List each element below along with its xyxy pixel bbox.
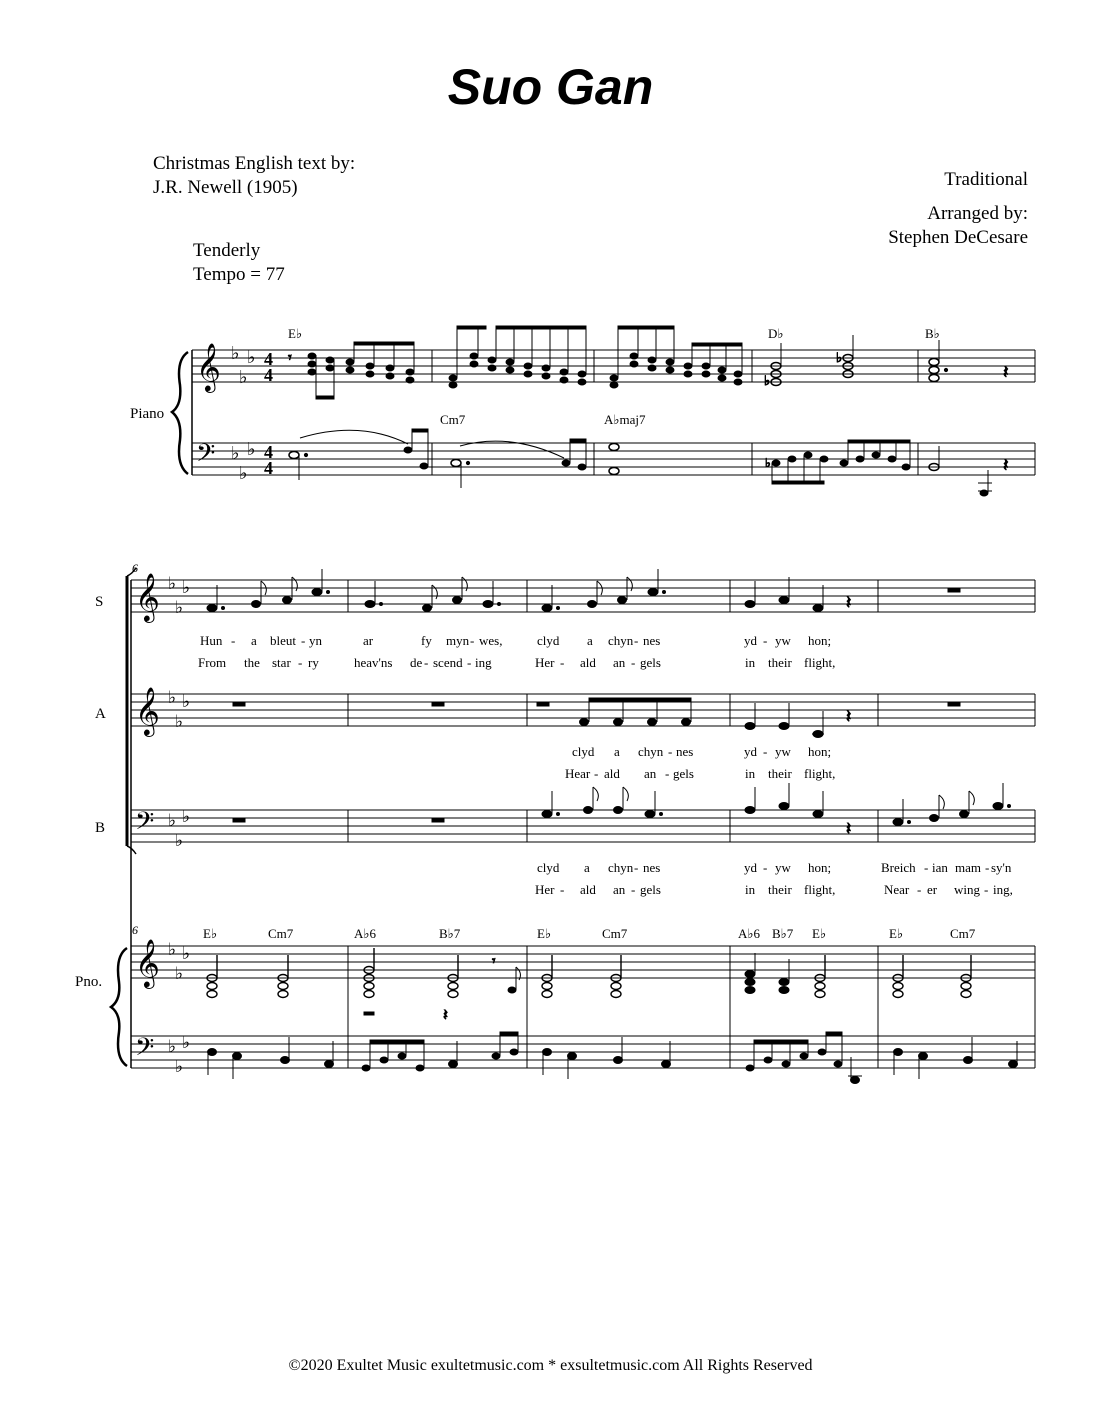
lyric-syllable: heav'ns: [354, 655, 393, 670]
lyric-syllable: ald: [580, 655, 596, 670]
lyric-syllable: From: [198, 655, 227, 670]
treble-clef-icon: 𝄞: [135, 686, 160, 735]
lyric-syllable: Hun: [200, 633, 223, 648]
lyric-syllable: a: [584, 860, 590, 875]
lyric-syllable: sy'n: [991, 860, 1012, 875]
lyric-syllable: clyd: [537, 860, 560, 875]
lyric-syllable: -: [424, 655, 429, 670]
composer-credit: Traditional: [944, 169, 1028, 190]
tempo-value: Tempo = 77: [193, 264, 285, 285]
lyric-syllable: ry: [308, 655, 319, 670]
lyric-syllable: chyn: [608, 860, 634, 875]
tempo-expression: Tenderly: [193, 240, 261, 261]
soprano-notes: [207, 569, 960, 612]
measure-number: 6: [132, 561, 138, 575]
lyric-syllable: the: [244, 655, 260, 670]
bass-lyrics-verse-2: [535, 882, 1013, 897]
svg-text:♭: ♭: [239, 463, 248, 483]
lyric-syllable: ing: [475, 655, 492, 670]
treble-clef-icon: 𝄞: [135, 572, 160, 621]
chord-symbol: A♭maj7: [604, 412, 646, 427]
svg-text:♭: ♭: [182, 578, 191, 597]
svg-text:4: 4: [264, 442, 273, 462]
lyric-syllable: -: [560, 655, 565, 670]
lyric-syllable: fy: [421, 633, 432, 648]
lyric-syllable: gels: [640, 882, 661, 897]
lyric-syllable: -: [631, 655, 636, 670]
system1-treble-notes: [288, 326, 1009, 399]
svg-text:♭: ♭: [175, 831, 184, 850]
lyric-syllable: an: [613, 882, 626, 897]
lyric-syllable: myn: [446, 633, 470, 648]
lyric-syllable: Her: [535, 882, 555, 897]
lyric-syllable: in: [745, 655, 756, 670]
lyric-syllable: -: [763, 633, 768, 648]
svg-text:♭: ♭: [168, 1037, 177, 1056]
system2-piano-treble-filled: [364, 953, 789, 1024]
system-2-staves: [111, 568, 1035, 1068]
svg-text:4: 4: [264, 458, 273, 478]
copyright-footer: ©2020 Exultet Music exultetmusic.com * exsultetmusic.com All Rights Reserved: [288, 1357, 813, 1374]
lyric-syllable: their: [768, 655, 792, 670]
lyric-syllable: -: [631, 882, 636, 897]
lyric-syllable: Breich: [881, 860, 916, 875]
system1-bass-staff: [192, 443, 1035, 475]
alto-lyrics-verse-2: [565, 766, 835, 781]
lyricist-line-1: Christmas English text by:: [153, 153, 356, 174]
system2-piano-chords: [203, 926, 976, 941]
svg-text:♭: ♭: [168, 574, 177, 593]
lyric-syllable: -: [668, 744, 673, 759]
arranger-line-2: Stephen DeCesare: [888, 227, 1028, 248]
lyric-syllable: Her: [535, 655, 555, 670]
lyric-syllable: -: [917, 882, 922, 897]
svg-text:♭: ♭: [175, 712, 184, 731]
lyric-syllable: a: [587, 633, 593, 648]
svg-text:♭: ♭: [765, 456, 771, 470]
bass-clef-icon: 𝄢: [135, 807, 155, 842]
soprano-lyrics-verse-1: [200, 633, 831, 648]
svg-text:𝄽: 𝄽: [846, 819, 852, 838]
bass-clef-icon: 𝄢: [196, 439, 216, 474]
lyric-syllable: a: [614, 744, 620, 759]
svg-text:♭: ♭: [764, 373, 771, 388]
lyric-syllable: yd: [744, 744, 757, 759]
lyric-syllable: yd: [744, 860, 757, 875]
svg-text:𝄽: 𝄽: [1003, 362, 1009, 382]
measure-number: 6: [132, 923, 138, 937]
score-title: Suo Gan: [447, 59, 654, 115]
system1-key-signature: [231, 343, 256, 483]
treble-clef-icon: 𝄞: [196, 342, 221, 391]
lyric-syllable: -: [560, 882, 565, 897]
lyricist-line-2: J.R. Newell (1905): [153, 177, 298, 198]
lyric-syllable: -: [634, 860, 639, 875]
chord-symbol: E♭: [537, 926, 552, 941]
lyric-syllable: in: [745, 766, 756, 781]
lyric-syllable: -: [763, 744, 768, 759]
lyric-syllable: chyn: [608, 633, 634, 648]
lyric-syllable: bleut: [270, 633, 296, 648]
lyric-syllable: de: [410, 655, 423, 670]
lyric-syllable: nes: [676, 744, 694, 759]
lyric-syllable: -: [301, 633, 306, 648]
bass-lyrics-verse-1: [537, 860, 1012, 875]
lyric-syllable: an: [644, 766, 657, 781]
chord-symbol: D♭: [768, 326, 784, 341]
svg-text:♭: ♭: [175, 598, 184, 617]
lyric-syllable: ian: [932, 860, 948, 875]
lyric-syllable: clyd: [572, 744, 595, 759]
lyric-syllable: hon;: [808, 744, 832, 759]
svg-text:4: 4: [264, 349, 273, 369]
lyric-syllable: wing: [954, 882, 980, 897]
svg-text:♭: ♭: [168, 811, 177, 830]
lyric-syllable: gels: [640, 655, 661, 670]
lyric-syllable: flight,: [804, 766, 836, 781]
lyric-syllable: -: [924, 860, 929, 875]
svg-text:♭: ♭: [182, 944, 191, 963]
lyric-syllable: star: [272, 655, 291, 670]
svg-text:𝄽: 𝄽: [443, 1007, 448, 1024]
treble-clef-icon: 𝄞: [135, 938, 160, 987]
chord-symbol: Cm7: [268, 926, 294, 941]
chord-symbol: Cm7: [440, 412, 466, 427]
lyric-syllable: wes,: [479, 633, 503, 648]
chord-symbol: B♭: [925, 326, 940, 341]
svg-text:♭: ♭: [239, 367, 248, 387]
lyric-syllable: -: [984, 882, 989, 897]
lyric-syllable: -: [470, 633, 475, 648]
chord-symbol: E♭: [288, 326, 303, 341]
system2-piano-treble-notes: [207, 948, 971, 998]
chord-symbol: B♭7: [439, 926, 461, 941]
lyric-syllable: yn: [309, 633, 322, 648]
chord-symbol: E♭: [889, 926, 904, 941]
lyric-syllable: Hear: [565, 766, 591, 781]
lyric-syllable: -: [665, 766, 670, 781]
svg-text:𝄽: 𝄽: [1003, 455, 1009, 475]
piano-label: Pno.: [75, 974, 103, 990]
lyric-syllable: -: [594, 766, 599, 781]
alto-label: A: [95, 706, 106, 722]
svg-text:♭: ♭: [231, 443, 240, 463]
lyric-syllable: yd: [744, 633, 757, 648]
lyric-syllable: Near: [884, 882, 910, 897]
lyric-syllable: -: [985, 860, 990, 875]
lyric-syllable: -: [467, 655, 472, 670]
soprano-label: S: [95, 594, 104, 610]
svg-text:♭: ♭: [247, 347, 256, 367]
lyric-syllable: an: [613, 655, 626, 670]
lyric-syllable: ald: [580, 882, 596, 897]
lyric-syllable: yw: [775, 860, 791, 875]
chord-symbol: A♭6: [354, 926, 377, 941]
chord-symbol: Cm7: [950, 926, 976, 941]
svg-text:♭: ♭: [168, 688, 177, 707]
lyric-syllable: in: [745, 882, 756, 897]
svg-text:♭: ♭: [836, 350, 843, 365]
system1-instrument-label: Piano: [130, 406, 165, 422]
system2-piano-bass-notes: [208, 1032, 1018, 1084]
chord-symbol: E♭: [812, 926, 827, 941]
chord-symbol: B♭7: [772, 926, 794, 941]
system2-key-signatures: [168, 574, 190, 1076]
lyric-syllable: their: [768, 882, 792, 897]
svg-text:♭: ♭: [182, 692, 191, 711]
lyric-syllable: mam: [955, 860, 981, 875]
svg-text:♭: ♭: [247, 439, 256, 459]
svg-text:♭: ♭: [168, 940, 177, 959]
system1-bass-notes: [289, 429, 1009, 496]
lyric-syllable: their: [768, 766, 792, 781]
bass-clef-icon: 𝄢: [135, 1033, 155, 1068]
system1-time-signature: [264, 349, 273, 478]
lyric-syllable: clyd: [537, 633, 560, 648]
chord-symbol: E♭: [203, 926, 218, 941]
lyric-syllable: hon;: [808, 633, 832, 648]
lyric-syllable: flight,: [804, 882, 836, 897]
lyric-syllable: flight,: [804, 655, 836, 670]
lyric-syllable: gels: [673, 766, 694, 781]
svg-text:𝄾: 𝄾: [492, 953, 496, 968]
lyric-syllable: nes: [643, 633, 661, 648]
lyric-syllable: -: [298, 655, 303, 670]
lyric-syllable: er: [927, 882, 938, 897]
svg-text:4: 4: [264, 365, 273, 385]
svg-text:♭: ♭: [175, 1057, 184, 1076]
svg-text:♭: ♭: [231, 343, 240, 363]
lyric-syllable: scend: [433, 655, 463, 670]
svg-text:𝄽: 𝄽: [846, 707, 852, 726]
svg-text:𝄽: 𝄽: [846, 593, 852, 612]
svg-text:♭: ♭: [182, 1033, 191, 1052]
lyric-syllable: -: [634, 633, 639, 648]
lyric-syllable: yw: [775, 633, 791, 648]
svg-text:♭: ♭: [182, 807, 191, 826]
alto-lyrics-verse-1: [572, 744, 831, 759]
soprano-lyrics-verse-2: [198, 655, 835, 670]
lyric-syllable: ald: [604, 766, 620, 781]
svg-text:♭: ♭: [175, 964, 184, 983]
lyric-syllable: a: [251, 633, 257, 648]
lyric-syllable: nes: [643, 860, 661, 875]
svg-text:𝄾: 𝄾: [288, 351, 292, 366]
lyric-syllable: yw: [775, 744, 791, 759]
bass-label: B: [95, 820, 106, 836]
lyric-syllable: -: [763, 860, 768, 875]
lyric-syllable: ing,: [993, 882, 1013, 897]
lyric-syllable: ar: [363, 633, 374, 648]
chord-symbol: Cm7: [602, 926, 628, 941]
lyric-syllable: -: [231, 633, 236, 648]
lyric-syllable: chyn: [638, 744, 664, 759]
chord-symbol: A♭6: [738, 926, 761, 941]
arranger-line-1: Arranged by:: [927, 203, 1028, 224]
lyric-syllable: hon;: [808, 860, 832, 875]
